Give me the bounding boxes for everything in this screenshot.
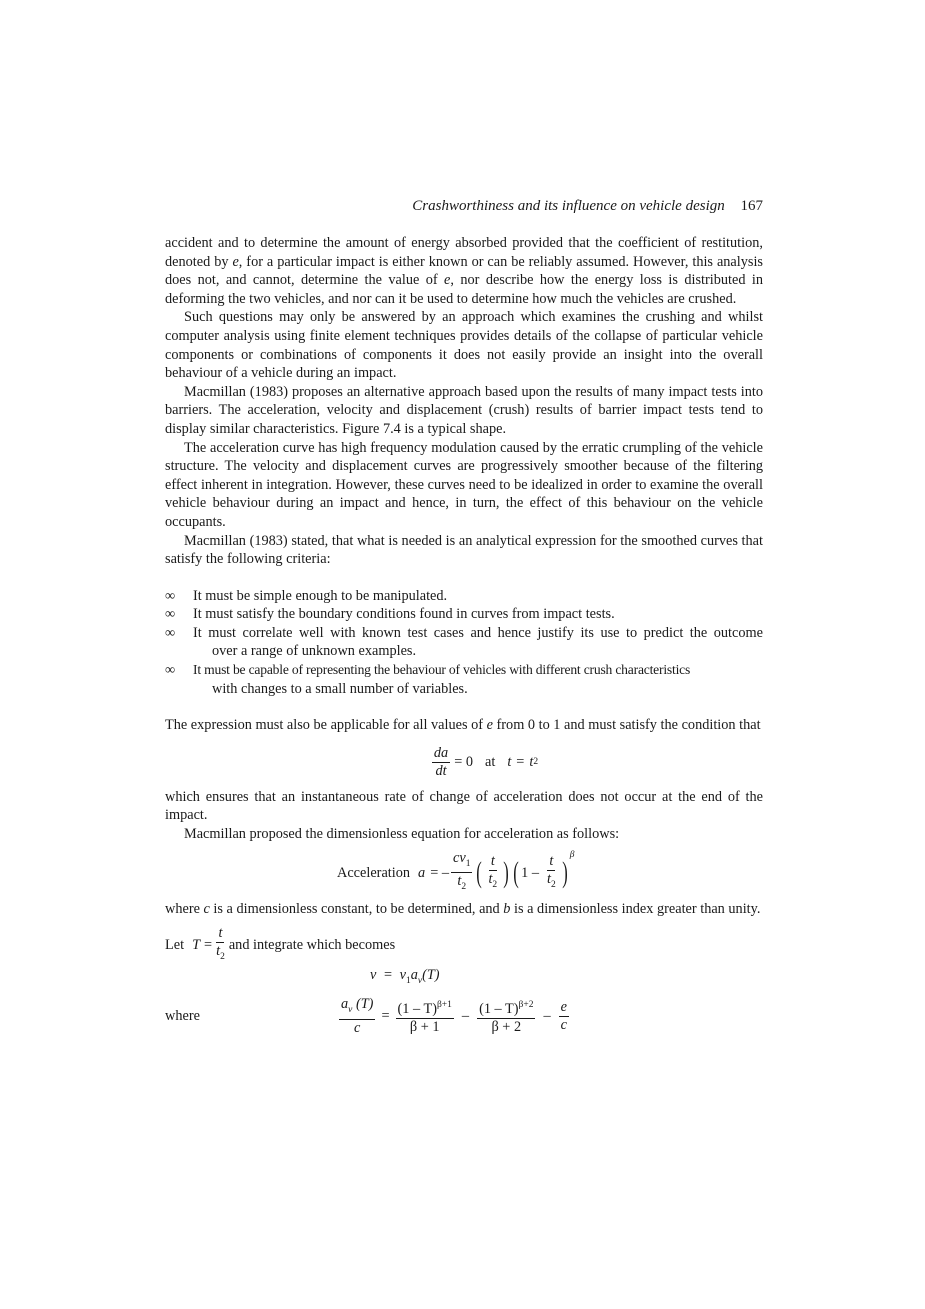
- equation-velocity-where: [165, 996, 763, 1037]
- fraction-numerator: da: [433, 744, 449, 761]
- subscript: 1: [405, 975, 411, 986]
- fraction-denominator: c: [354, 1020, 361, 1037]
- symbol-e: e: [232, 253, 239, 270]
- symbol-a: a: [418, 864, 426, 881]
- paragraph-3: Macmillan (1983) proposes an alternative approach based upon the results of many impact tests into barriers. The acceleration, velocity and displacement (crush) results of barrier impact tests tend to display similar characteristics. Figure 7.4 is a typical shape.: [165, 383, 763, 437]
- equation-text: –: [461, 1008, 470, 1025]
- fraction-denominator: c: [560, 1017, 567, 1034]
- equation-text: = –: [430, 864, 449, 881]
- subscript: 2: [551, 879, 556, 890]
- list-item-text-continued: with changes to a small number of variables.: [212, 680, 468, 697]
- fraction-denominator: β + 1: [409, 1019, 440, 1036]
- text-run: where: [165, 901, 204, 918]
- page-number: 167: [740, 198, 763, 214]
- right-paren-icon: ): [562, 855, 568, 889]
- infinity-bullet-icon: ∞: [165, 624, 176, 641]
- symbol-e: e: [486, 717, 493, 734]
- let-fraction: [214, 925, 227, 966]
- paragraph-9: [165, 900, 763, 919]
- paragraph-4: The acceleration curve has high frequency modulation caused by the erratic crumpling of the vehicle structure. The velocity and displacement curves are progressively smoother because of the filtering effect inherent in integration. However, these curves need to be idealized in order to examine the overall vehicle behaviour during an impact and hence, in turn, the effect of this behaviour on the vehicle occupants.: [165, 439, 763, 530]
- symbol-t: t: [507, 754, 512, 771]
- list-item-text: It must be capable of representing the behaviour of vehicles with different crush characteristics: [193, 662, 691, 678]
- equation-text: =: [383, 966, 393, 983]
- fraction-denominator: β + 2: [491, 1019, 522, 1036]
- infinity-bullet-icon: ∞: [165, 662, 176, 679]
- paragraph-8: Macmillan proposed the dimensionless equation for acceleration as follows:: [184, 826, 620, 843]
- paragraph-2: Such questions may only be answered by an approach which examines the crushing and whilst computer analysis using finite element techniques provides details of the collapse of particular vehicle components or combinations of components it does not easily provide an insight into the overall behaviour of a vehicle during an impact.: [165, 309, 763, 382]
- running-title: Crashworthiness and its influence on vehicle design: [412, 198, 725, 214]
- infinity-bullet-icon: ∞: [165, 587, 176, 604]
- fraction-numerator: (T): [355, 996, 374, 1013]
- infinity-bullet-icon: ∞: [165, 606, 176, 623]
- text-run: accident and to determine the amount of energy absorbed provided that the coefficient of restitution, denoted by: [165, 235, 763, 270]
- symbol-a: a: [410, 966, 418, 983]
- equation-boundary-condition: [165, 745, 763, 780]
- fraction-numerator: a: [341, 996, 349, 1013]
- where-term2-fraction: [477, 997, 535, 1036]
- acc-ratio-fraction: [486, 853, 499, 894]
- criteria-list: [165, 587, 763, 699]
- symbol-b: b: [503, 901, 511, 918]
- superscript: β: [569, 849, 575, 860]
- symbol-e: e: [444, 272, 451, 289]
- paragraph-1: [165, 234, 763, 308]
- fraction-numerator: t: [218, 924, 223, 941]
- equation-text: 1 –: [521, 864, 540, 881]
- superscript: β+2: [518, 1000, 534, 1011]
- fraction-denominator: dt: [435, 762, 447, 779]
- left-paren-icon: (: [513, 855, 519, 889]
- equation-text: =: [381, 1008, 390, 1025]
- equation-acceleration: [165, 850, 763, 897]
- equation-text: (T): [422, 966, 440, 983]
- acc-coefficient-fraction: [451, 850, 472, 897]
- text-run: , nor describe how the energy loss is distributed in deforming the two vehicles, and nor can it be used to determine how much the vehicles are crushed.: [165, 272, 763, 307]
- fraction-numerator: t: [549, 852, 554, 869]
- fraction-denominator: t: [216, 942, 221, 959]
- list-item: [165, 661, 763, 698]
- body-text: [165, 234, 763, 1037]
- equation-text: –: [543, 1008, 551, 1025]
- paragraph-5: Macmillan (1983) stated, that what is needed is an analytical expression for the smoothed curves that satisfy the following criteria:: [165, 532, 763, 568]
- fraction-denominator: t: [457, 873, 462, 890]
- equation-velocity: [165, 966, 763, 990]
- symbol-T: T: [192, 937, 201, 954]
- list-item: [165, 605, 763, 624]
- fraction-numerator: t: [490, 852, 495, 869]
- equation-text: =: [516, 754, 525, 771]
- fraction-denominator: t: [547, 870, 552, 887]
- text-run: is a dimensionless constant, to be determined, and: [209, 901, 504, 918]
- where-term3-fraction: [559, 999, 569, 1034]
- equation-text: =: [204, 937, 213, 954]
- fraction-numerator: e: [560, 999, 567, 1016]
- right-paren-icon: ): [503, 855, 509, 889]
- text-run: where: [165, 1008, 200, 1025]
- paragraph-7: which ensures that an instantaneous rate of change of acceleration does not occur at the end of the impact.: [165, 788, 763, 824]
- subscript: v: [417, 975, 423, 986]
- symbol-v: v: [370, 966, 377, 983]
- running-header: [165, 196, 763, 216]
- text-run: from 0 to 1 and must satisfy the condition that: [492, 717, 761, 734]
- subscript: v: [348, 1005, 353, 1016]
- subscript: 2: [533, 757, 539, 768]
- equation-label: Acceleration: [337, 864, 411, 881]
- text-run: is a dimensionless index greater than unity.: [510, 901, 761, 918]
- list-item: [165, 587, 763, 606]
- text-run: , for a particular impact is either known or can be reliably assumed. However, this analysis does not, and cannot, determine the value of: [165, 253, 763, 289]
- list-item-text: It must satisfy the boundary conditions found in curves from impact tests.: [193, 606, 615, 623]
- equation-text: = 0: [454, 754, 473, 771]
- subscript: 2: [461, 882, 467, 893]
- fraction-denominator: t: [488, 870, 493, 887]
- subscript: 2: [220, 951, 225, 962]
- paragraph-6: [165, 716, 763, 735]
- subscript: 1: [465, 858, 471, 869]
- fraction-numerator: cv: [452, 849, 466, 866]
- symbol-c: c: [203, 901, 210, 918]
- acc-ratio-fraction: [545, 853, 558, 894]
- subscript: 2: [492, 879, 498, 890]
- let-line: [165, 925, 763, 966]
- list-item: [165, 624, 763, 661]
- fraction-numerator: (1 – T): [397, 1001, 437, 1018]
- superscript: β+1: [436, 1000, 452, 1011]
- symbol-t: t: [529, 754, 534, 771]
- fraction-numerator: (1 – T): [479, 1001, 519, 1018]
- derivative-fraction: [432, 745, 450, 780]
- where-lhs-fraction: [339, 996, 375, 1037]
- text-run: and integrate which becomes: [228, 937, 396, 954]
- list-item-text: It must correlate well with known test cases and hence justify its use to predict the outcome: [193, 624, 763, 641]
- equation-text: at: [484, 754, 496, 771]
- list-item-text: It must be simple enough to be manipulated.: [193, 587, 448, 604]
- where-term1-fraction: [396, 997, 454, 1036]
- list-item-text-continued: over a range of unknown examples.: [212, 643, 417, 660]
- text-run: The expression must also be applicable for all values of: [165, 717, 487, 734]
- left-paren-icon: (: [476, 855, 483, 889]
- text-run: Let: [165, 937, 185, 954]
- symbol-v: v: [399, 966, 406, 983]
